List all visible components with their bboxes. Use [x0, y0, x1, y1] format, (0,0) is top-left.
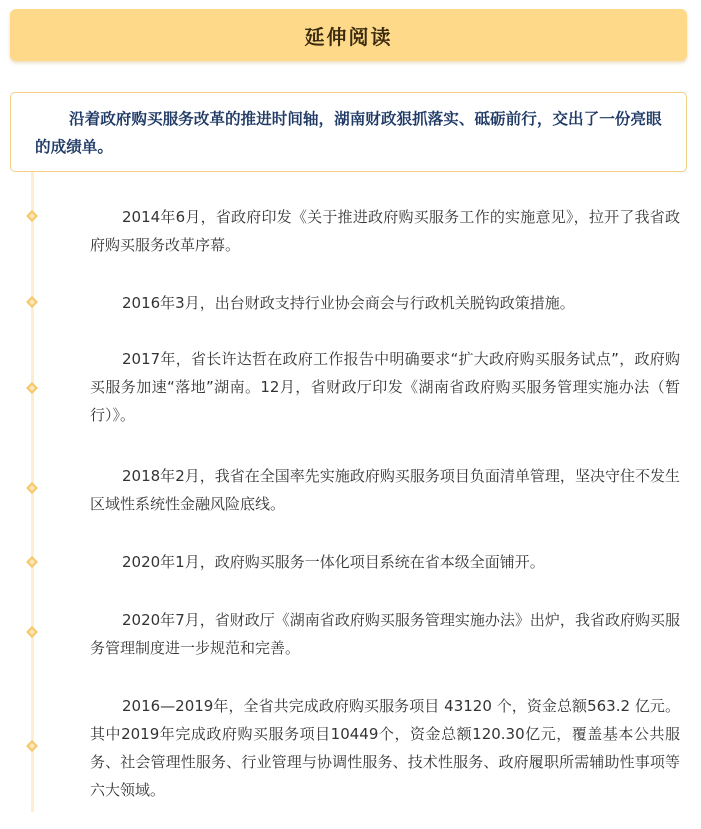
intro-text: 沿着政府购买服务改革的推进时间轴，湖南财政狠抓落实、砥砺前行，交出了一份亮眼的成绩单。 [35, 110, 662, 156]
section-header [10, 9, 687, 61]
timeline-diamond-icon [26, 626, 38, 638]
intro-box [10, 92, 687, 172]
timeline-diamond-icon [26, 296, 38, 308]
timeline-diamond-icon [26, 482, 38, 494]
timeline-entry-2020-jan: 2020年1月，政府购买服务一体化项目系统在省本级全面铺开。 [122, 553, 545, 571]
timeline-diamond-icon [26, 382, 38, 394]
timeline-entry-2014: 2014年6月，省政府印发《关于推进政府购买服务工作的实施意见》，拉开了我省政府购买服务改革序幕。 [90, 208, 680, 254]
timeline-entry-2017: 2017年，省长许达哲在政府工作报告中明确要求“扩大政府购买服务试点”，政府购买服务加速“落地”湖南。12月，省财政厅印发《湖南省政府购买服务管理实施办法（暂行）》。 [90, 350, 680, 424]
timeline-entry-2016: 2016年3月，出台财政支持行业协会商会与行政机关脱钩政策措施。 [122, 294, 575, 312]
timeline-diamond-icon [26, 556, 38, 568]
timeline-entry-2020-jul: 2020年7月，省财政厅《湖南省政府购买服务管理实施办法》出炉，我省政府购买服务管理制度进一步规范和完善。 [90, 611, 680, 657]
timeline-diamond-icon [26, 210, 38, 222]
timeline-entry-summary: 2016—2019年，全省共完成政府购买服务项目 43120 个，资金总额563.2 亿元。其中2019年完成政府购买服务项目10449个，资金总额120.30亿元，覆盖基本公共服务、社会管理性服务、行业管理与协调性服务、技术性服务、政府履职所需辅助性事项等六大领域。 [90, 697, 680, 799]
timeline-entry-2018: 2018年2月，我省在全国率先实施政府购买服务项目负面清单管理，坚决守住不发生区域性系统性金融风险底线。 [90, 467, 680, 513]
timeline-diamond-icon [26, 740, 38, 752]
section-title: 延伸阅读 [304, 24, 393, 49]
